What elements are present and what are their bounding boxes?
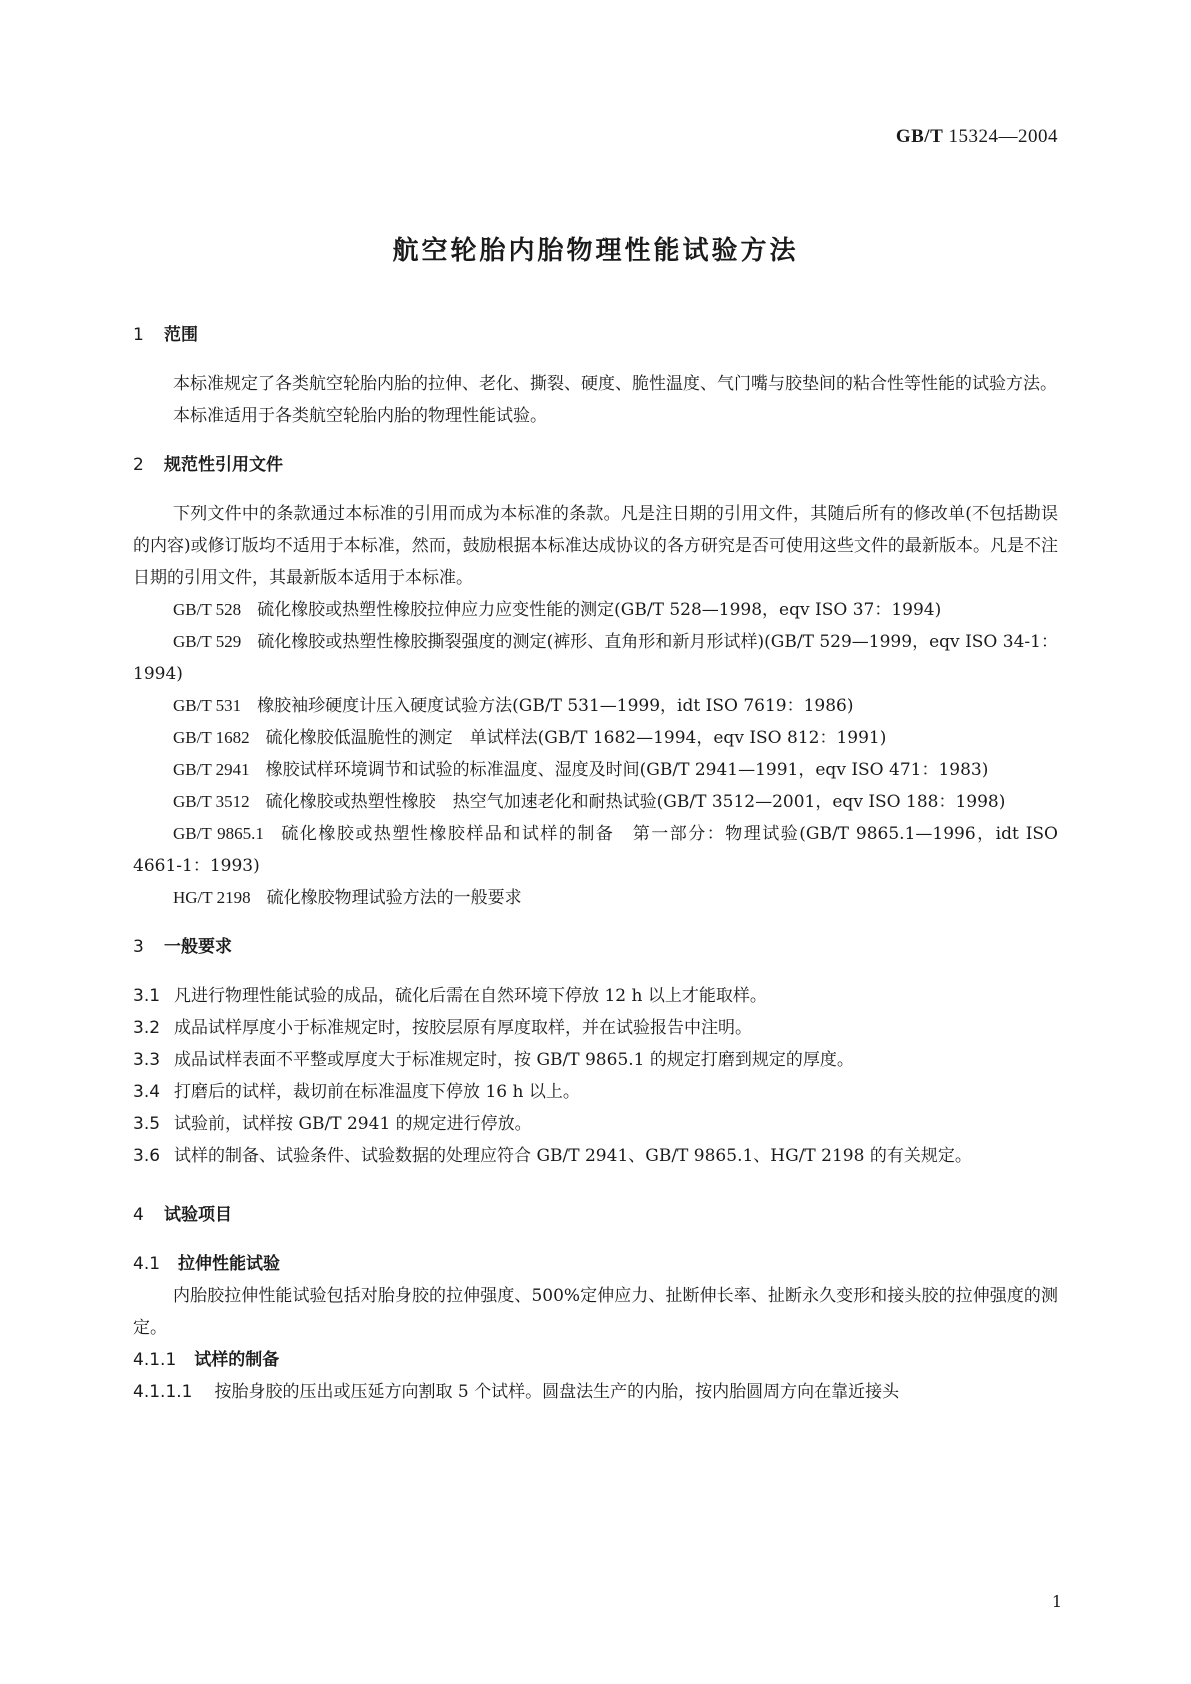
reference-item: GB/T 3512 硫化橡胶或热塑性橡胶 热空气加速老化和耐热试验(GB/T 3512—2001，eqv ISO 188：1998) xyxy=(173,792,1006,812)
requirement-item: 3.3 成品试样表面不平整或厚度大于标准规定时，按 GB/T 9865.1 的规定打磨到规定的厚度。 xyxy=(133,1050,854,1070)
requirement-item: 3.4 打磨后的试样，裁切前在标准温度下停放 16 h 以上。 xyxy=(133,1082,580,1102)
requirement-item: 3.5 试验前，试样按 GB/T 2941 的规定进行停放。 xyxy=(133,1114,532,1134)
clause-4-1-1-1: 4.1.1.1 按胎身胶的压出或压延方向割取 5 个试样。圆盘法生产的内胎，按内胎圆周方向在靠近接头 xyxy=(133,1382,900,1402)
page-number: 1 xyxy=(1051,1592,1062,1611)
reference-item: GB/T 2941 橡胶试样环境调节和试验的标准温度、湿度及时间(GB/T 2941—1991，eqv ISO 471：1983) xyxy=(173,760,989,780)
section-4-heading: 4 试验项目 xyxy=(133,1205,232,1225)
reference-item: GB/T 9865.1 硫化橡胶或热塑性橡胶样品和试样的制备 第一部分：物理试验(GB/T 9865.1—1996，idt ISO 4661-1：1993) xyxy=(133,824,1058,876)
subsection-4-1-heading: 4.1 拉伸性能试验 xyxy=(133,1254,281,1274)
reference-item: GB/T 1682 硫化橡胶低温脆性的测定 单试样法(GB/T 1682—1994，eqv ISO 812：1991) xyxy=(173,728,887,748)
requirement-item: 3.1 凡进行物理性能试验的成品，硫化后需在自然环境下停放 12 h 以上才能取样。 xyxy=(133,986,767,1006)
document-body xyxy=(133,320,1058,1408)
reference-item: GB/T 531 橡胶袖珍硬度计压入硬度试验方法(GB/T 531—1999，idt ISO 7619：1986) xyxy=(173,696,854,716)
scope-paragraph-1: 本标准规定了各类航空轮胎内胎的拉伸、老化、撕裂、硬度、脆性温度、气门嘴与胶垫间的粘合性等性能的试验方法。 xyxy=(173,374,1057,394)
requirement-item: 3.2 成品试样厚度小于标准规定时，按胶层原有厚度取样，并在试验报告中注明。 xyxy=(133,1018,753,1038)
reference-item: GB/T 529 硫化橡胶或热塑性橡胶撕裂强度的测定(裤形、直角形和新月形试样)(GB/T 529—1999，eqv ISO 34-1：1994) xyxy=(133,632,1059,684)
requirement-item: 3.6 试样的制备、试验条件、试验数据的处理应符合 GB/T 2941、GB/T 9865.1、HG/T 2198 的有关规定。 xyxy=(133,1146,972,1166)
reference-item: HG/T 2198 硫化橡胶物理试验方法的一般要求 xyxy=(173,888,522,908)
scope-paragraph-2: 本标准适用于各类航空轮胎内胎的物理性能试验。 xyxy=(173,406,547,426)
reference-item: GB/T 528 硫化橡胶或热塑性橡胶拉伸应力应变性能的测定(GB/T 528—1998，eqv ISO 37：1994) xyxy=(173,600,942,620)
section-1-heading: 1 范围 xyxy=(133,325,198,345)
standard-code: GB/T 15324—2004 xyxy=(895,126,1058,147)
references-intro: 下列文件中的条款通过本标准的引用而成为本标准的条款。凡是注日期的引用文件，其随后所有的修改单(不包括勘误的内容)或修订版均不适用于本标准，然而，鼓励根据本标准达成协议的各方研究是否可使用这些文件的最新版本。凡是不注日期的引用文件，其最新版本适用于本标准。 xyxy=(133,504,1058,588)
section-2-heading: 2 规范性引用文件 xyxy=(133,455,283,475)
section-3-heading: 3 一般要求 xyxy=(133,937,232,957)
document-title: 航空轮胎内胎物理性能试验方法 xyxy=(392,236,799,266)
tensile-test-paragraph: 内胎胶拉伸性能试验包括对胎身胶的拉伸强度、500%定伸应力、扯断伸长率、扯断永久变形和接头胶的拉伸强度的测定。 xyxy=(133,1286,1058,1338)
subsection-4-1-1-heading: 4.1.1 试样的制备 xyxy=(133,1350,280,1370)
